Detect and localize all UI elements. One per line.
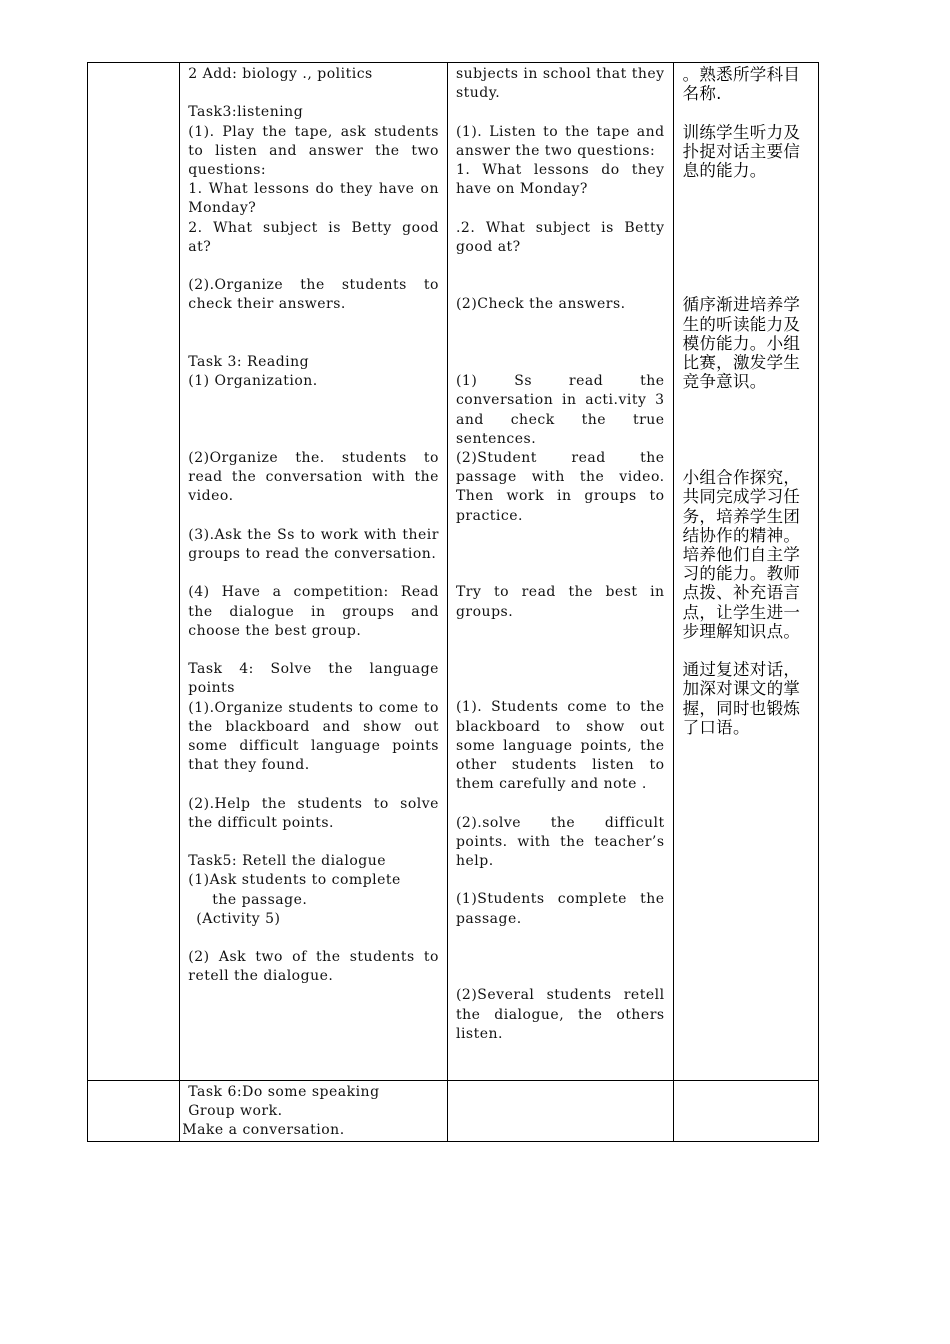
blackboard-instruction: (1).Organize students to come to the blackboard and show out some difficult language points that they found. — [188, 699, 439, 774]
several-retell-line: (2)Several students retell the dialogue, the others listen. — [455, 987, 665, 1042]
purpose-cell — [673, 63, 818, 1081]
make-conversation-line: Make a conversation. — [182, 1122, 345, 1139]
gradual-training-note: 循序渐进培养学生的听读能力及模仿能力。小组比赛，激发学生竞争意识。 — [682, 295, 801, 392]
task3-reading-heading: Task 3: Reading — [188, 353, 310, 370]
ss-read-line: (1) Ss read the conversation in acti.vity 3 and check the true sentences. — [455, 373, 665, 447]
table-row — [88, 1081, 819, 1142]
listening-train-note: 训练学生听力及扑捉对话主要信息的能力。 — [682, 122, 801, 180]
empty-cell — [673, 1081, 818, 1142]
solve-difficult-line: (2).solve the difficult points. with the teacher’s help. — [455, 814, 665, 870]
subjects-line: subjects in school that they study. — [455, 66, 665, 102]
question-2: 2. What subject is Betty good at? — [188, 219, 439, 255]
listen-tape-line: (1). Listen to the tape and answer the two questions: — [455, 123, 665, 159]
play-tape-instruction: (1). Play the tape, ask students to listen and answer the two questions: — [188, 123, 439, 178]
organize-read-instruction: (2)Organize the. students to read the conversation with the video. — [188, 449, 439, 505]
group-cooperation-note: 小组合作探究，共同完成学习任务，培养学生团结协作的精神。培养他们自主学习的能力。教师点拨、补充语言点，让学生进一步理解知识点。 — [682, 468, 801, 641]
activity-5-label: (Activity 5) — [196, 910, 281, 927]
speaking-task-cell — [180, 1081, 448, 1142]
complete-instruction-cont: the passage. — [212, 891, 308, 908]
complete-instruction: (1)Ask students to complete — [188, 872, 401, 889]
lesson-plan-table — [87, 62, 819, 1142]
task5-heading: Task5: Retell the dialogue — [188, 853, 387, 870]
teacher-activity-cell — [180, 63, 448, 1081]
organization-line: (1) Organization. — [188, 373, 318, 390]
organize-check-instruction: (2).Organize the students to check their answers. — [188, 277, 439, 313]
table-row — [88, 63, 819, 1081]
empty-cell — [88, 63, 180, 1081]
task3-listening-heading: Task3:listening — [188, 104, 304, 121]
retell-note: 通过复述对话，加深对课文的掌握，同时也锻炼了口语。 — [682, 660, 801, 737]
familiar-subjects-note: 。熟悉所学科目名称. — [682, 65, 801, 104]
competition-instruction: (4) Have a competition: Read the dialogue in groups and choose the best group. — [188, 584, 439, 639]
student-question-2: .2. What subject is Betty good at? — [455, 219, 665, 255]
empty-cell — [447, 1081, 673, 1142]
student-activity-cell — [447, 63, 673, 1081]
check-answers-line: (2)Check the answers. — [455, 296, 626, 313]
complete-passage-line: (1)Students complete the passage. — [455, 891, 665, 927]
task6-heading: Task 6:Do some speaking — [188, 1084, 380, 1100]
question-1: 1. What lessons do they have on Monday? — [188, 181, 439, 217]
students-come-line: (1). Students come to the blackboard to show out some language points, the other students listen to them carefully and note . — [455, 699, 665, 793]
add-subjects-line: 2 Add: biology ., politics — [188, 66, 373, 82]
group-work-line: Group work. — [188, 1103, 283, 1120]
student-read-line: (2)Student read the passage with the video. Then work in groups to practice. — [455, 449, 665, 524]
group-read-instruction: (3).Ask the Ss to work with their groups to read the conversation. — [188, 526, 439, 562]
student-question-1: 1. What lessons do they have on Monday? — [455, 162, 665, 198]
empty-cell — [88, 1081, 180, 1142]
task4-heading: Task 4: Solve the language points — [188, 661, 439, 697]
retell-instruction: (2) Ask two of the students to retell the dialogue. — [188, 949, 439, 985]
try-read-line: Try to read the best in groups. — [455, 584, 665, 620]
help-solve-instruction: (2).Help the students to solve the difficult points. — [188, 795, 439, 831]
